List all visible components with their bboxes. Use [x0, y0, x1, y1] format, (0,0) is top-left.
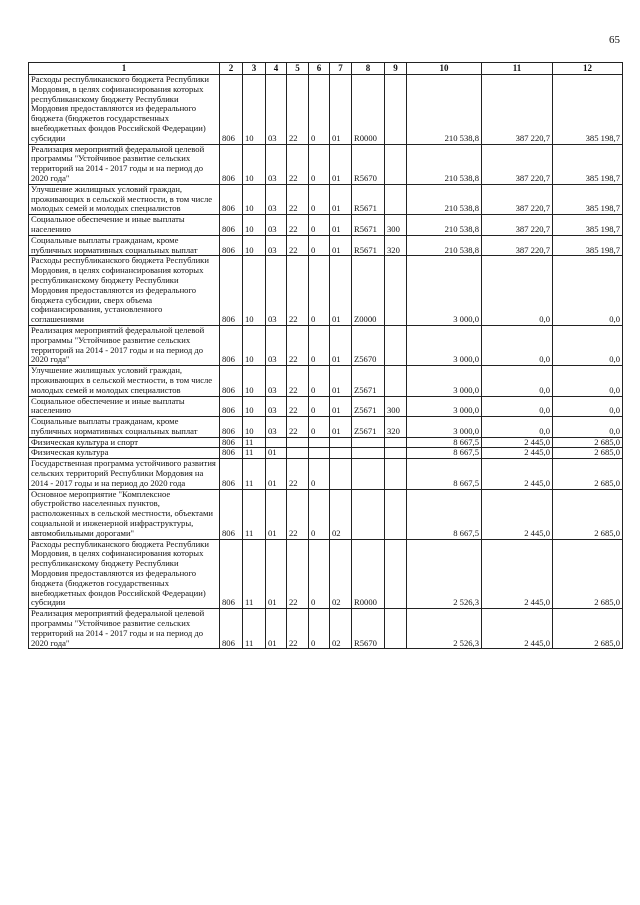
amount-2018-cell: 3 000,0: [407, 325, 482, 365]
amount-2020-cell: 385 198,7: [553, 235, 623, 256]
ministry-code-cell: 806: [220, 366, 243, 396]
amount-2019-cell: 387 220,7: [482, 75, 553, 145]
program-cell: 22: [287, 184, 309, 214]
direction-cell: Z5671: [352, 366, 385, 396]
program-cell: 22: [287, 366, 309, 396]
ministry-code-cell: 806: [220, 215, 243, 236]
expense-type-cell: 320: [385, 235, 407, 256]
column-header: 6: [309, 63, 330, 75]
direction-cell: R5671: [352, 235, 385, 256]
table-row: [29, 448, 623, 459]
column-header: 12: [553, 63, 623, 75]
main-event-cell: [330, 459, 352, 489]
amount-2020-cell: 385 198,7: [553, 75, 623, 145]
main-event-cell: 02: [330, 609, 352, 649]
subprogram-cell: 0: [309, 489, 330, 539]
direction-cell: Z5670: [352, 325, 385, 365]
section-cell: 11: [243, 459, 266, 489]
expense-name-cell: Социальное обеспечение и иные выплаты населению: [29, 215, 220, 236]
direction-cell: [352, 489, 385, 539]
program-cell: 22: [287, 75, 309, 145]
main-event-cell: 01: [330, 366, 352, 396]
ministry-code-cell: 806: [220, 396, 243, 417]
amount-2018-cell: 210 538,8: [407, 75, 482, 145]
program-cell: 22: [287, 235, 309, 256]
amount-2020-cell: 2 685,0: [553, 448, 623, 459]
direction-cell: R5670: [352, 144, 385, 184]
expense-name-cell: Расходы республиканского бюджета Республики Мордовия, в целях софинансирования которых республиканскому бюджету Республики Мордовия предоставляются из федерального бюджета (бюджетов государственных внебюджетных фондов Российской Федерации) субсидии: [29, 75, 220, 145]
subprogram-cell: 0: [309, 609, 330, 649]
direction-cell: Z5671: [352, 417, 385, 438]
expense-type-cell: [385, 609, 407, 649]
amount-2018-cell: 8 667,5: [407, 489, 482, 539]
subsection-cell: 03: [266, 417, 287, 438]
subsection-cell: 03: [266, 325, 287, 365]
subprogram-cell: 0: [309, 417, 330, 438]
table-row: [29, 539, 623, 609]
amount-2018-cell: 210 538,8: [407, 144, 482, 184]
section-cell: 10: [243, 366, 266, 396]
section-cell: 11: [243, 489, 266, 539]
subprogram-cell: 0: [309, 235, 330, 256]
section-cell: 10: [243, 325, 266, 365]
ministry-code-cell: 806: [220, 417, 243, 438]
subsection-cell: 01: [266, 539, 287, 609]
ministry-code-cell: 806: [220, 448, 243, 459]
ministry-code-cell: 806: [220, 75, 243, 145]
program-cell: 22: [287, 459, 309, 489]
amount-2020-cell: 0,0: [553, 256, 623, 326]
amount-2019-cell: 387 220,7: [482, 235, 553, 256]
direction-cell: R0000: [352, 75, 385, 145]
main-event-cell: 01: [330, 235, 352, 256]
direction-cell: [352, 448, 385, 459]
amount-2020-cell: 385 198,7: [553, 184, 623, 214]
expense-type-cell: [385, 144, 407, 184]
ministry-code-cell: 806: [220, 256, 243, 326]
column-header: 7: [330, 63, 352, 75]
expense-name-cell: Физическая культура и спорт: [29, 437, 220, 448]
expense-type-cell: [385, 325, 407, 365]
amount-2018-cell: 8 667,5: [407, 437, 482, 448]
ministry-code-cell: 806: [220, 437, 243, 448]
subsection-cell: 03: [266, 396, 287, 417]
amount-2018-cell: 3 000,0: [407, 256, 482, 326]
expense-name-cell: Основное мероприятие "Комплексное обустройство населенных пунктов, расположенных в сельской местности, объектами социальной и инженерной инфраструктуры, автомобильными дорогами": [29, 489, 220, 539]
main-event-cell: 01: [330, 75, 352, 145]
direction-cell: R0000: [352, 539, 385, 609]
amount-2019-cell: 387 220,7: [482, 184, 553, 214]
subsection-cell: 03: [266, 366, 287, 396]
program-cell: 22: [287, 489, 309, 539]
table-row: [29, 256, 623, 326]
main-event-cell: 01: [330, 256, 352, 326]
ministry-code-cell: 806: [220, 184, 243, 214]
direction-cell: R5671: [352, 215, 385, 236]
amount-2019-cell: 2 445,0: [482, 459, 553, 489]
section-cell: 10: [243, 256, 266, 326]
program-cell: [287, 448, 309, 459]
section-cell: 10: [243, 215, 266, 236]
program-cell: [287, 437, 309, 448]
main-event-cell: 01: [330, 417, 352, 438]
main-event-cell: 02: [330, 539, 352, 609]
amount-2020-cell: 0,0: [553, 396, 623, 417]
amount-2020-cell: 0,0: [553, 417, 623, 438]
column-header: 3: [243, 63, 266, 75]
page-number: 65: [609, 34, 620, 46]
subprogram-cell: 0: [309, 396, 330, 417]
subprogram-cell: 0: [309, 215, 330, 236]
section-cell: 10: [243, 417, 266, 438]
direction-cell: Z0000: [352, 256, 385, 326]
amount-2018-cell: 3 000,0: [407, 396, 482, 417]
expense-type-cell: [385, 437, 407, 448]
expense-type-cell: [385, 489, 407, 539]
program-cell: 22: [287, 144, 309, 184]
subprogram-cell: 0: [309, 256, 330, 326]
program-cell: 22: [287, 325, 309, 365]
amount-2018-cell: 2 526,3: [407, 609, 482, 649]
section-cell: 11: [243, 437, 266, 448]
amount-2020-cell: 2 685,0: [553, 609, 623, 649]
program-cell: 22: [287, 539, 309, 609]
amount-2019-cell: 0,0: [482, 417, 553, 438]
subsection-cell: 03: [266, 235, 287, 256]
amount-2018-cell: 210 538,8: [407, 184, 482, 214]
main-event-cell: 01: [330, 144, 352, 184]
expense-name-cell: Реализация мероприятий федеральной целевой программы "Устойчивое развитие сельских территорий на 2014 - 2017 годы и на период до 2020 года": [29, 325, 220, 365]
amount-2019-cell: 0,0: [482, 366, 553, 396]
expense-name-cell: Улучшение жилищных условий граждан, проживающих в сельской местности, в том числе молодых семей и молодых специалистов: [29, 366, 220, 396]
amount-2020-cell: 2 685,0: [553, 489, 623, 539]
subprogram-cell: 0: [309, 325, 330, 365]
direction-cell: R5671: [352, 184, 385, 214]
expense-name-cell: Улучшение жилищных условий граждан, проживающих в сельской местности, в том числе молодых семей и молодых специалистов: [29, 184, 220, 214]
ministry-code-cell: 806: [220, 235, 243, 256]
direction-cell: [352, 437, 385, 448]
amount-2020-cell: 2 685,0: [553, 437, 623, 448]
amount-2018-cell: 210 538,8: [407, 215, 482, 236]
table-row: [29, 144, 623, 184]
table-row: [29, 184, 623, 214]
subsection-cell: 01: [266, 448, 287, 459]
table-row: [29, 396, 623, 417]
amount-2020-cell: 2 685,0: [553, 539, 623, 609]
amount-2018-cell: 8 667,5: [407, 459, 482, 489]
expense-name-cell: Реализация мероприятий федеральной целевой программы "Устойчивое развитие сельских территорий на 2014 - 2017 годы и на период до 2020 года": [29, 144, 220, 184]
amount-2020-cell: 0,0: [553, 325, 623, 365]
section-cell: 10: [243, 396, 266, 417]
section-cell: 10: [243, 235, 266, 256]
column-header: 4: [266, 63, 287, 75]
amount-2019-cell: 2 445,0: [482, 539, 553, 609]
ministry-code-cell: 806: [220, 325, 243, 365]
table-row: [29, 325, 623, 365]
table-row: [29, 75, 623, 145]
amount-2020-cell: 0,0: [553, 366, 623, 396]
table-row: [29, 417, 623, 438]
program-cell: 22: [287, 256, 309, 326]
subsection-cell: 01: [266, 489, 287, 539]
amount-2019-cell: 387 220,7: [482, 144, 553, 184]
expense-name-cell: Социальное обеспечение и иные выплаты населению: [29, 396, 220, 417]
expense-name-cell: Расходы республиканского бюджета Республики Мордовия, в целях софинансирования которых республиканскому бюджету Республики Мордовия предоставляются из федерального бюджета (бюджетов государственных внебюджетных фондов Российской Федерации) субсидии: [29, 539, 220, 609]
expense-type-cell: 320: [385, 417, 407, 438]
amount-2020-cell: 385 198,7: [553, 144, 623, 184]
expense-type-cell: [385, 256, 407, 326]
amount-2019-cell: 2 445,0: [482, 448, 553, 459]
amount-2019-cell: 0,0: [482, 396, 553, 417]
amount-2018-cell: 210 538,8: [407, 235, 482, 256]
amount-2019-cell: 0,0: [482, 256, 553, 326]
table-row: [29, 459, 623, 489]
expense-type-cell: 300: [385, 396, 407, 417]
table-row: [29, 609, 623, 649]
program-cell: 22: [287, 417, 309, 438]
ministry-code-cell: 806: [220, 144, 243, 184]
amount-2020-cell: 2 685,0: [553, 459, 623, 489]
amount-2019-cell: 2 445,0: [482, 489, 553, 539]
program-cell: 22: [287, 609, 309, 649]
amount-2018-cell: 3 000,0: [407, 417, 482, 438]
subprogram-cell: [309, 437, 330, 448]
subsection-cell: 01: [266, 459, 287, 489]
amount-2020-cell: 385 198,7: [553, 215, 623, 236]
subsection-cell: 03: [266, 256, 287, 326]
table-row: [29, 437, 623, 448]
table-row: [29, 235, 623, 256]
program-cell: 22: [287, 215, 309, 236]
subprogram-cell: 0: [309, 75, 330, 145]
column-header: 1: [29, 63, 220, 75]
section-cell: 10: [243, 75, 266, 145]
amount-2019-cell: 2 445,0: [482, 437, 553, 448]
subprogram-cell: [309, 448, 330, 459]
expense-type-cell: [385, 459, 407, 489]
table-row: [29, 215, 623, 236]
table-row: [29, 489, 623, 539]
table-body: [29, 75, 623, 649]
main-event-cell: 01: [330, 215, 352, 236]
column-header: 5: [287, 63, 309, 75]
direction-cell: R5670: [352, 609, 385, 649]
expense-type-cell: [385, 448, 407, 459]
main-event-cell: [330, 437, 352, 448]
section-cell: 11: [243, 448, 266, 459]
subprogram-cell: 0: [309, 459, 330, 489]
section-cell: 11: [243, 539, 266, 609]
section-cell: 10: [243, 144, 266, 184]
amount-2018-cell: 8 667,5: [407, 448, 482, 459]
column-header: 2: [220, 63, 243, 75]
main-event-cell: 01: [330, 325, 352, 365]
budget-table: [28, 62, 623, 649]
column-header: 9: [385, 63, 407, 75]
direction-cell: [352, 459, 385, 489]
expense-type-cell: [385, 539, 407, 609]
main-event-cell: [330, 448, 352, 459]
section-cell: 10: [243, 184, 266, 214]
ministry-code-cell: 806: [220, 539, 243, 609]
amount-2018-cell: 3 000,0: [407, 366, 482, 396]
subsection-cell: 03: [266, 75, 287, 145]
column-header: 10: [407, 63, 482, 75]
subprogram-cell: 0: [309, 366, 330, 396]
subsection-cell: 03: [266, 144, 287, 184]
expense-type-cell: [385, 184, 407, 214]
expense-name-cell: Социальные выплаты гражданам, кроме публичных нормативных социальных выплат: [29, 417, 220, 438]
ministry-code-cell: 806: [220, 609, 243, 649]
expense-name-cell: Социальные выплаты гражданам, кроме публичных нормативных социальных выплат: [29, 235, 220, 256]
amount-2019-cell: 387 220,7: [482, 215, 553, 236]
amount-2019-cell: 2 445,0: [482, 609, 553, 649]
subsection-cell: 03: [266, 184, 287, 214]
table-row: [29, 366, 623, 396]
direction-cell: Z5671: [352, 396, 385, 417]
amount-2019-cell: 0,0: [482, 325, 553, 365]
subsection-cell: 01: [266, 609, 287, 649]
expense-name-cell: Реализация мероприятий федеральной целевой программы "Устойчивое развитие сельских территорий на 2014 - 2017 годы и на период до 2020 года": [29, 609, 220, 649]
column-header: 8: [352, 63, 385, 75]
expense-type-cell: [385, 75, 407, 145]
ministry-code-cell: 806: [220, 489, 243, 539]
header-row: [29, 63, 623, 75]
column-header: 11: [482, 63, 553, 75]
expense-name-cell: Государственная программа устойчивого развития сельских территорий Республики Мордовия на 2014 - 2017 годы и на период до 2020 года: [29, 459, 220, 489]
section-cell: 11: [243, 609, 266, 649]
main-event-cell: 01: [330, 396, 352, 417]
subprogram-cell: 0: [309, 539, 330, 609]
amount-2018-cell: 2 526,3: [407, 539, 482, 609]
subprogram-cell: 0: [309, 184, 330, 214]
expense-name-cell: Расходы республиканского бюджета Республики Мордовия, в целях софинансирования которых республиканскому бюджету Республики Мордовия предоставляются из федерального бюджета субсидии, сверх объема софинансирования, установленного соглашениями: [29, 256, 220, 326]
expense-type-cell: [385, 366, 407, 396]
main-event-cell: 02: [330, 489, 352, 539]
expense-type-cell: 300: [385, 215, 407, 236]
expense-name-cell: Физическая культура: [29, 448, 220, 459]
ministry-code-cell: 806: [220, 459, 243, 489]
subprogram-cell: 0: [309, 144, 330, 184]
subsection-cell: 03: [266, 215, 287, 236]
program-cell: 22: [287, 396, 309, 417]
main-event-cell: 01: [330, 184, 352, 214]
subsection-cell: [266, 437, 287, 448]
